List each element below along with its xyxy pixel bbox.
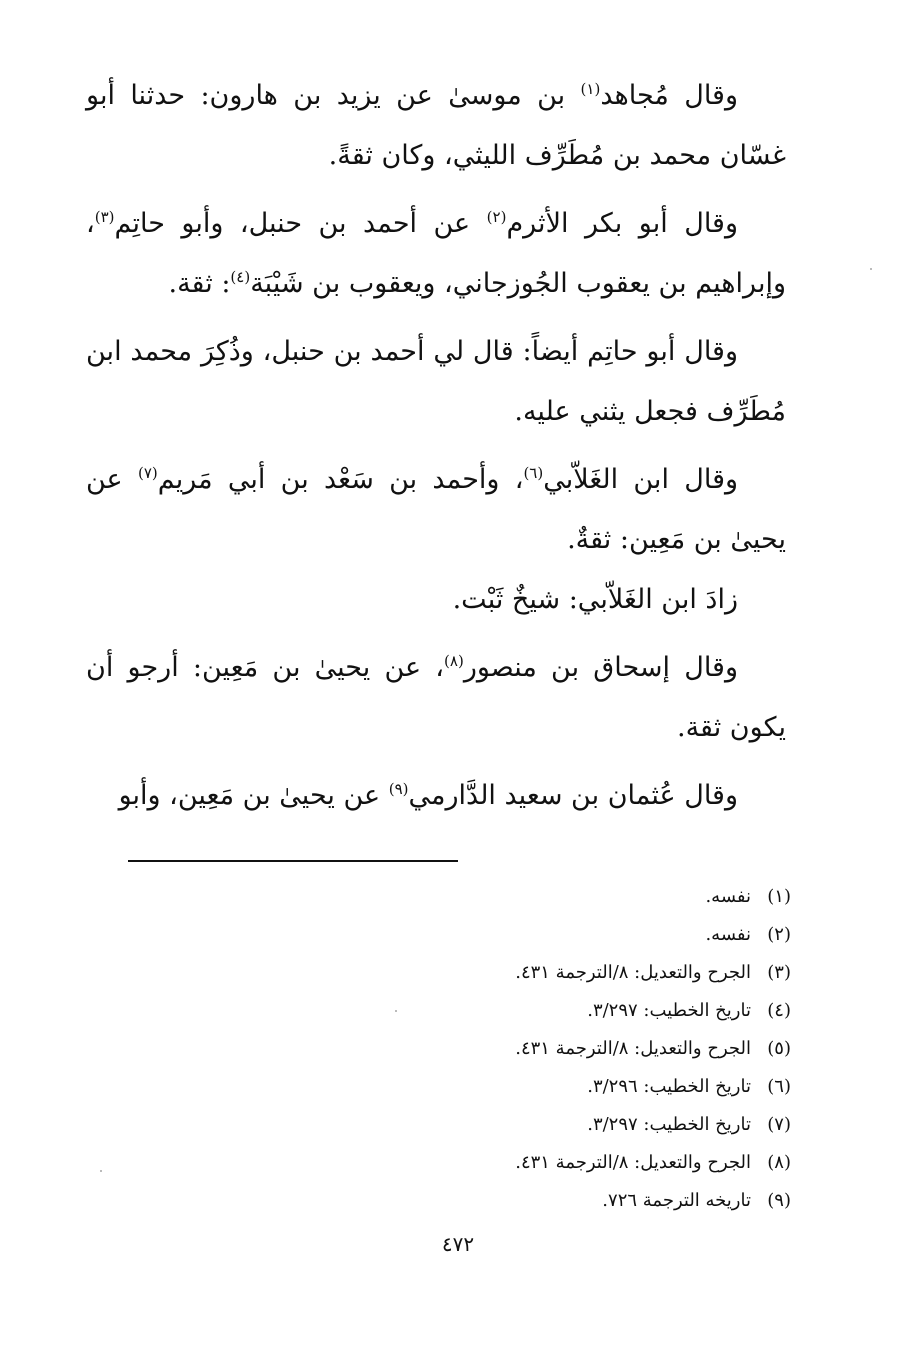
footnotes-list: [231, 878, 791, 1220]
footnote-text: تاريخ الخطيب: ٣/٢٩٧.: [587, 1114, 751, 1135]
text-run: : ثقة.: [168, 268, 231, 299]
footnote-ref: (٣): [94, 208, 115, 226]
footnote-text: تاريخ الخطيب: ٣/٢٩٦.: [587, 1076, 751, 1097]
footnote-separator: [128, 860, 458, 862]
footnote-ref: (١): [580, 80, 601, 98]
text-run: وقال مُجاهد: [600, 80, 738, 111]
paragraph-5: [86, 570, 786, 630]
paragraph-1: [86, 66, 786, 186]
footnote-number: (٤): [767, 1000, 791, 1021]
footnote-ref: (٤): [230, 268, 251, 286]
text-run: ، وأحمد بن سَعْد بن أبي مَريم: [157, 464, 524, 495]
footnote-ref: (٩): [388, 780, 409, 798]
footnote-number: (٦): [767, 1076, 791, 1097]
footnote-text: نفسه.: [705, 924, 751, 945]
footnote-text: الجرح والتعديل: ٨/الترجمة ٤٣١.: [515, 1038, 751, 1059]
text-run: زادَ ابن الغَلاّبي: شيخٌ ثَبْت.: [452, 584, 738, 615]
scan-speck: [870, 268, 872, 270]
text-run: ، عن يحيىٰ بن مَعِين: أرجو أن يكون ثقة.: [86, 652, 786, 743]
footnote-number: (٥): [767, 1038, 791, 1059]
text-run: وقال أبو حاتِم أيضاً: قال لي أحمد بن حنبل، وذُكِرَ محمد ابن مُطَرِّف فجعل يثني عليه.: [86, 336, 786, 427]
footnote-text: الجرح والتعديل: ٨/الترجمة ٤٣١.: [515, 962, 751, 983]
footnote-item: [231, 1106, 791, 1144]
footnote-item: [231, 1030, 791, 1068]
text-run: عن يحيىٰ بن مَعِين: ثقةٌ.: [86, 464, 786, 555]
footnote-item: [231, 992, 791, 1030]
footnote-item: [231, 954, 791, 992]
footnote-text: الجرح والتعديل: ٨/الترجمة ٤٣١.: [515, 1152, 751, 1173]
footnote-item: [231, 1144, 791, 1182]
text-run: عن يحيىٰ بن مَعِين، وأبو: [118, 780, 389, 811]
footnote-number: (٣): [767, 962, 791, 983]
footnote-text: تاريخ الخطيب: ٣/٢٩٧.: [587, 1000, 751, 1021]
paragraph-7: [86, 766, 786, 826]
paragraph-6: [86, 638, 786, 758]
footnote-item: [231, 878, 791, 916]
footnote-number: (٢): [767, 924, 791, 945]
footnote-ref: (٧): [137, 464, 158, 482]
text-run: وقال أبو بكر الأثرم: [506, 208, 738, 239]
text-run: بن موسىٰ عن يزيد بن هارون: حدثنا أبو غسّان محمد بن مُطَرِّف الليثي، وكان ثقةً.: [86, 80, 786, 171]
footnote-number: (٨): [767, 1152, 791, 1173]
footnote-ref: (٨): [444, 652, 464, 670]
scan-speck: [100, 1170, 102, 1172]
main-text: [86, 66, 786, 826]
footnote-text: نفسه.: [705, 886, 751, 907]
text-run: وقال عُثمان بن سعيد الدَّارمي: [408, 780, 738, 811]
footnote-item: [231, 1182, 791, 1220]
footnote-number: (٩): [767, 1190, 791, 1211]
paragraph-4: [86, 450, 786, 570]
footnote-number: (١): [767, 886, 791, 907]
footnote-ref: (٢): [486, 208, 507, 226]
text-run: وقال إسحاق بن منصور: [463, 652, 738, 683]
text-run: وقال ابن الغَلاّبي: [543, 464, 739, 495]
text-run: عن أحمد بن حنبل، وأبو حاتِم: [114, 208, 487, 239]
footnote-item: [231, 1068, 791, 1106]
paragraph-3: [86, 322, 786, 442]
page-number: ٤٧٢: [441, 1232, 475, 1256]
scan-speck: [395, 1010, 397, 1012]
footnote-text: تاريخه الترجمة ٧٢٦.: [602, 1190, 751, 1211]
text-run: ، وإبراهيم بن يعقوب الجُوزجاني، ويعقوب بن شَيْبَة: [86, 208, 786, 299]
paragraph-2: [86, 194, 786, 314]
footnote-ref: (٦): [523, 464, 544, 482]
footnote-number: (٧): [767, 1114, 791, 1135]
footnote-item: [231, 916, 791, 954]
